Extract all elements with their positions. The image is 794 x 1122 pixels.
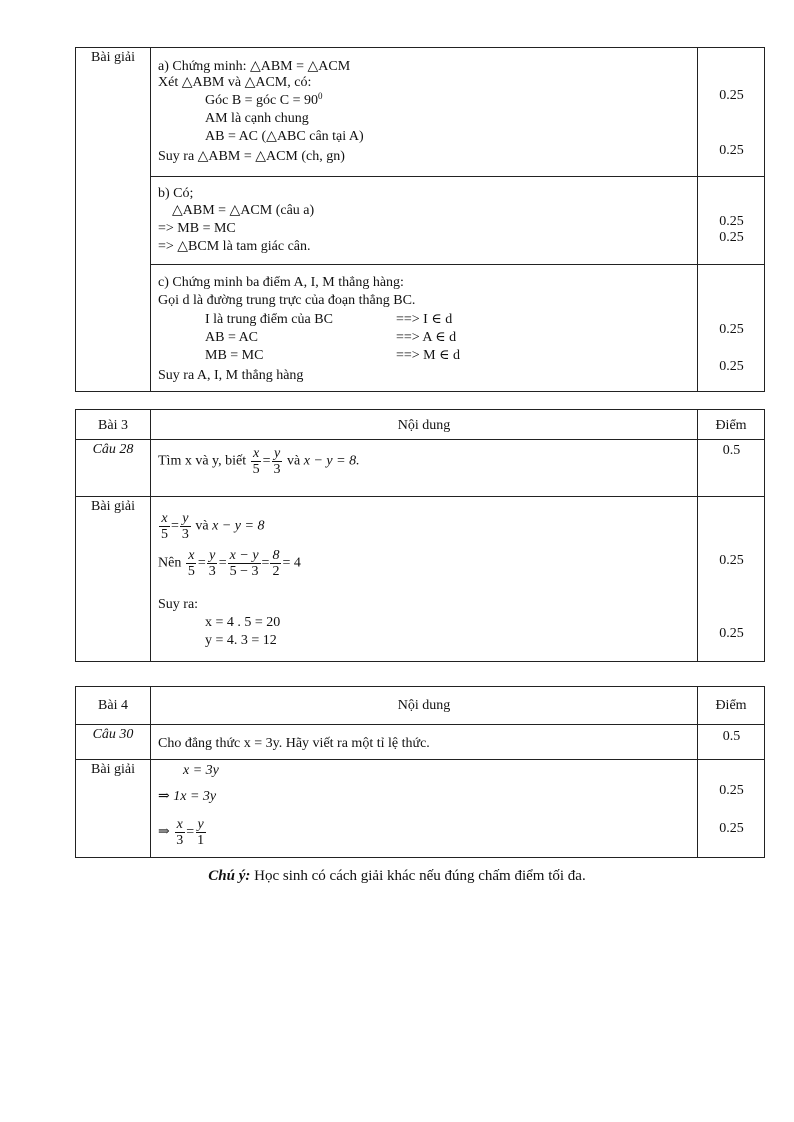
solution-line-1: $\frac{x}{5}$ = $\frac{y}{3}$ và x − y = 8 — [161, 511, 265, 542]
part-b-line-1: b) Có; — [158, 186, 194, 201]
fraction: $\frac{x - y}{5 - 3}$ — [229, 548, 259, 579]
part-a-line-6: Suy ra △ABM = △ACM (ch, gn) — [158, 149, 345, 164]
solution-content — [151, 497, 698, 662]
part-a-line-1: a) Chứng minh: △ABM = △ACM — [158, 59, 351, 74]
fraction: $\frac{y}{1}$ — [197, 817, 205, 848]
fraction: $\frac{x}{5}$ — [252, 446, 260, 477]
score: 0.5 — [722, 729, 741, 744]
solution-x-value: x = 4 . 5 = 20 — [205, 615, 281, 630]
score: 0.25 — [719, 230, 744, 245]
score: 0.25 — [719, 359, 744, 374]
solution-line-1: x = 3y — [183, 763, 219, 778]
fraction: $\frac{y}{3}$ — [181, 511, 189, 542]
exercise-4-table — [75, 686, 765, 858]
part-c-line-1: c) Chứng minh ba điểm A, I, M thẳng hàng: — [158, 275, 404, 290]
score: 0.5 — [722, 443, 741, 458]
part-c-arrow-3: ==> M ∈ d — [396, 348, 460, 363]
fraction: $\frac{x}{3}$ — [176, 817, 184, 848]
fraction: $\frac{x}{5}$ — [161, 511, 168, 542]
score: 0.25 — [719, 553, 744, 568]
score: 0.25 — [719, 626, 744, 641]
part-a-scores — [698, 48, 765, 177]
fraction: $\frac{x}{5}$ — [187, 548, 195, 579]
question-text: Tìm x và y, biết $\frac{x}{5}$ = $\frac{y}{3}$ và x − y = 8. — [158, 446, 360, 477]
solution-scores — [698, 497, 765, 662]
question-score-cell — [698, 725, 765, 760]
part-a-line-2: Xét △ABM và △ACM, có: — [158, 75, 312, 90]
header-score: Điểm — [698, 687, 765, 725]
part-b-scores — [698, 177, 765, 265]
part-c-arrow-1: ==> I ∈ d — [396, 312, 453, 327]
part-a-line-4: AM là cạnh chung — [205, 111, 309, 126]
score: 0.25 — [719, 322, 744, 337]
part-c-arrow-2: ==> A ∈ d — [396, 330, 457, 345]
part-c-line-3: I là trung điểm của BC — [205, 312, 333, 327]
question-content — [151, 440, 698, 497]
solution-table-part-1 — [75, 47, 765, 392]
question-content — [151, 725, 698, 760]
fraction: $\frac{y}{3}$ — [273, 446, 281, 477]
solution-label: Bài giải — [76, 48, 151, 392]
part-c-line-2: Gọi d là đường trung trực của đoạn thẳng BC. — [158, 293, 416, 308]
part-c-content — [151, 265, 698, 392]
part-a-line-5: AB = AC (△ABC cân tại A) — [205, 129, 364, 144]
fraction: $\frac{8}{2}$ — [272, 548, 280, 579]
score: 0.25 — [719, 821, 744, 836]
header-bai: Bài 3 — [76, 410, 151, 440]
solution-suy-ra: Suy ra: — [158, 597, 199, 612]
footnote-text: Học sinh có cách giải khác nếu đúng chấm điểm tối đa. — [250, 868, 586, 884]
part-b-content — [151, 177, 698, 265]
exercise-3-table — [75, 409, 765, 662]
header-score: Điểm — [698, 410, 765, 440]
solution-y-value: y = 4. 3 = 12 — [205, 633, 277, 648]
part-c-line-6: Suy ra A, I, M thẳng hàng — [158, 368, 304, 383]
part-b-line-4: => △BCM là tam giác cân. — [158, 239, 311, 254]
part-a-line-3: Góc B = góc $C = 90^0$ — [205, 91, 323, 108]
part-b-line-3: => MB = MC — [158, 221, 236, 236]
score: 0.25 — [719, 214, 744, 229]
part-b-line-2: △ABM = △ACM (câu a) — [172, 203, 315, 218]
part-a-content — [151, 48, 698, 177]
solution-content — [151, 760, 698, 858]
solution-line-3: ⇒ $\frac{x}{3}$ = $\frac{y}{1}$ — [158, 817, 205, 848]
part-c-line-5: MB = MC — [205, 348, 264, 363]
question-number: Câu 28 — [76, 440, 151, 497]
header-content: Nội dung — [151, 687, 698, 725]
part-c-scores — [698, 265, 765, 392]
solution-label: Bài giải — [76, 497, 151, 662]
header-content: Nội dung — [151, 410, 698, 440]
footnote-label: Chú ý: — [208, 868, 251, 884]
solution-scores — [698, 760, 765, 858]
score: 0.25 — [719, 88, 744, 103]
solution-line-2: ⇒ 1x = 3y — [158, 789, 217, 804]
question-text: Cho đẳng thức x = 3y. Hãy viết ra một tỉ lệ thức. — [158, 736, 430, 751]
question-number: Câu 30 — [76, 725, 151, 760]
solution-line-2: Nên $\frac{x}{5}$ = $\frac{y}{3}$ = $\frac{x - y}{5 - 3}$ = $\frac{8}{2}$ = 4 — [158, 548, 301, 579]
fraction: $\frac{y}{3}$ — [208, 548, 216, 579]
part-c-line-4: AB = AC — [205, 330, 259, 345]
header-bai: Bài 4 — [76, 687, 151, 725]
footnote — [0, 868, 794, 885]
question-score-cell — [698, 440, 765, 497]
score: 0.25 — [719, 783, 744, 798]
solution-label: Bài giải — [76, 760, 151, 858]
score: 0.25 — [719, 143, 744, 158]
